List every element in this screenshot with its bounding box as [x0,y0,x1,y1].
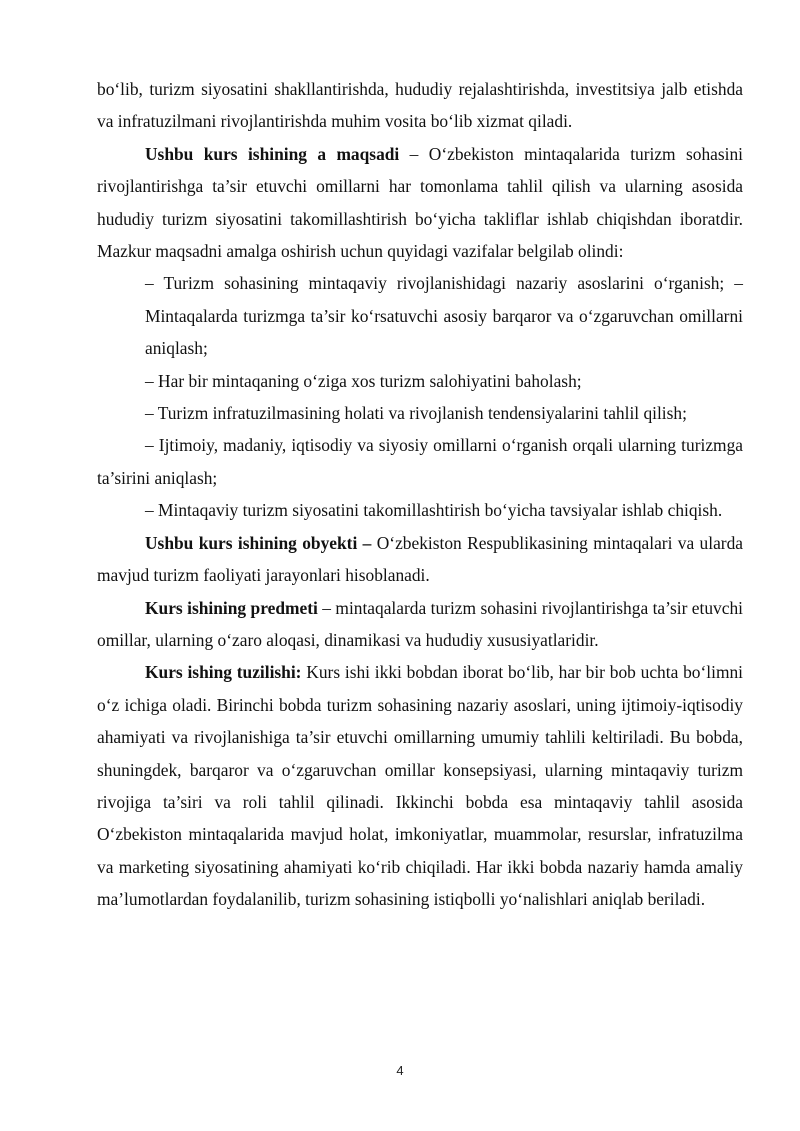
object-heading: Ushbu kurs ishining obyekti – [145,532,372,553]
task-list-item: – Har bir mintaqaning o‘ziga xos turizm salohiyatini baholash; [145,370,582,391]
paragraph-goal [97,138,743,268]
structure-text: Kurs ishi ikki bobdan iborat bo‘lib, har bir bob uchta bo‘limni o‘z ichiga oladi. Birinchi bobda turizm sohasining nazariy asoslari, uning ijtimoiy-iqtisodiy ahamiyati va rivojlanishiga ta’sir etuvchi omillarning umumiy tahlili keltiriladi. Bu bobda, shuningdek, barqaror va o‘zgaruvchan omillar konsepsiyasi, ularning mintaqaviy turizm rivojiga ta’siri va roli tahlil qilinadi. Ikkinchi bobda esa mintaqaviy tahlil asosida O‘zbekiston mintaqalarida mavjud holat, imkoniyatlar, muammolar, resurslar, infratuzilma va marketing siyosatining ahamiyati ko‘rib chiqiladi. Har ikki bobda nazariy hamda amaliy ma’lumotlardan foydalanilib, turizm sohasining istiqbolli yo‘nalishlari aniqlab beriladi. [97,662,743,910]
object-text: O‘zbekiston Respublikasining mintaqalari va ularda mavjud turizm faoliyati jarayonlari hisoblanadi. [97,532,744,586]
subject-text: – mintaqalarda turizm sohasini rivojlantirishga ta’sir etuvchi omillar, ularning o‘zaro aloqasi, dinamikasi va hududiy xususiyatlaridir. [97,597,743,650]
task-list-item: – Mintaqaviy turizm siyosatini takomillashtirish bo‘yicha tavsiyalar ishlab chiqish. [145,500,723,521]
task-list-item: – Ijtimoiy, madaniy, iqtisodiy va siyosiy omillarni o‘rganish orqali ularning turizmga ta’sirini aniqlash; [97,435,743,488]
task-list-item: – Turizm sohasining mintaqaviy rivojlanishidagi nazariy asoslarini o‘rganish; – Mintaqalarda turizmga ta’sir ko‘rsatuvchi asosiy barqaror va o‘zgaruvchan omillarni aniqlash; [145,273,743,359]
task-list-item: – Turizm infratuzilmasining holati va rivojlanish tendensiyalarini tahlil qilish; [145,403,687,424]
paragraph-continuation: bo‘lib, turizm siyosatini shakllantirishda, hududiy rejalashtirishda, investitsiya jalb etishda va infratuzilmani rivojlantirishda muhim vosita bo‘lib xizmat qiladi. [97,79,743,132]
goal-text: – O‘zbekiston mintaqalarida turizm sohasini rivojlantirishga ta’sir etuvchi omillarni har tomonlama tahlil qilish va ularning asosida hududiy turizm siyosatini takomillashtirish bo‘yicha takliflar ishlab chiqishdan iboratdir. Mazkur maqsadni amalga oshirish uchun quyidagi vazifalar belgilab olindi: [97,143,743,262]
paragraph-subject [97,592,743,657]
document-page [97,73,743,916]
paragraph-object [97,527,743,592]
paragraph-structure [97,656,743,915]
goal-heading: Ushbu kurs ishining a maqsadi [145,143,400,164]
structure-heading: Kurs ishing tuzilishi: [145,662,302,683]
subject-heading: Kurs ishining predmeti [145,597,318,618]
page-number: 4 [396,1063,404,1078]
